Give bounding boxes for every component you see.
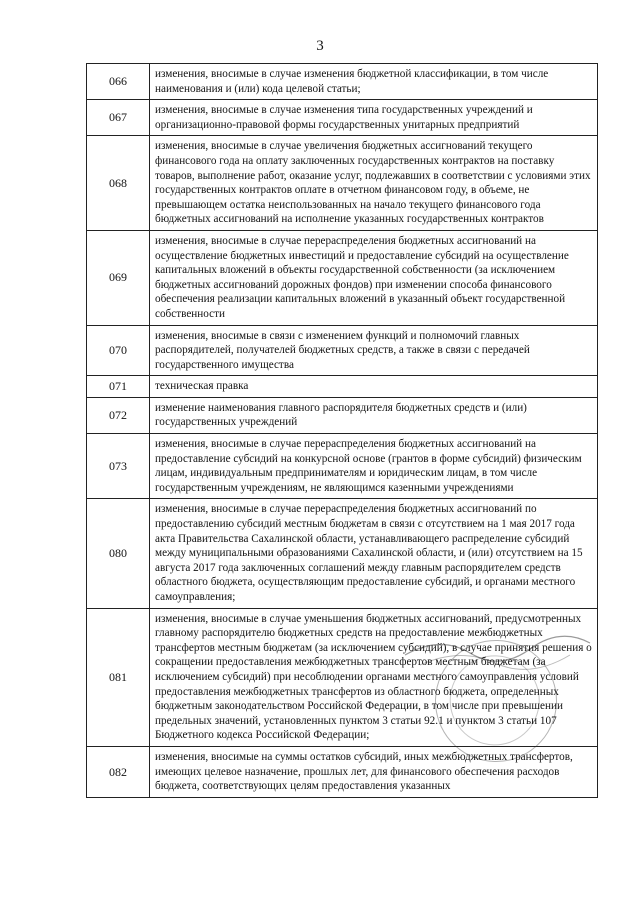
row-code: 070 <box>87 325 150 376</box>
table-row <box>87 230 598 325</box>
codes-table <box>86 63 598 798</box>
row-code: 073 <box>87 434 150 499</box>
table-row <box>87 746 598 797</box>
table-row <box>87 136 598 231</box>
row-code: 067 <box>87 100 150 136</box>
row-code: 072 <box>87 397 150 433</box>
table-row <box>87 608 598 746</box>
row-description: изменения, вносимые в связи с изменением функций и полномочий главных распорядителей, получателей бюджетных средств, а также в связи с передачей государственного имущества <box>150 325 598 376</box>
row-description: изменения, вносимые на суммы остатков субсидий, иных межбюджетных трансфертов, имеющих целевое назначение, прошлых лет, для финансового обеспечения расходов бюджета, соответствующих целям предоставления указанных <box>150 746 598 797</box>
row-code: 081 <box>87 608 150 746</box>
table-row <box>87 434 598 499</box>
row-description: изменения, вносимые в случае уменьшения бюджетных ассигнований, предусмотренных главному распорядителю бюджетных средств на предоставление межбюджетных трансфертов местным бюджетам (за исключением субсидий), в случае принятия решения о сокращении предоставления межбюджетных трансфертов местным бюджетам (за исключением субсидий) при несоблюдении органами местного самоуправления условий предоставления межбюджетных трансфертов из областного бюджета, определенных бюджетным законодательством Российской Федерации, в том числе при превышении предельных значений, установленных пунктом 3 статьи 92.1 и пунктом 3 статьи 107 Бюджетного кодекса Российской Федерации; <box>150 608 598 746</box>
row-description: изменения, вносимые в случае увеличения бюджетных ассигнований текущего финансового года на оплату заключенных государственных контрактов на поставку товаров, выполнение работ, оказание услуг, подлежавших в соответствии с условиями этих государственных контрактов оплате в отчетном финансовом году, в объеме, не превышающем остатка неиспользованных на начало текущего финансового года бюджетных ассигнований на исполнение указанных государственных контрактов <box>150 136 598 231</box>
table-row <box>87 376 598 398</box>
table-row <box>87 325 598 376</box>
row-description: техническая правка <box>150 376 598 398</box>
row-description: изменения, вносимые в случае изменения бюджетной классификации, в том числе наименования и (или) кода целевой статьи; <box>150 64 598 100</box>
row-description: изменения, вносимые в случае перераспределения бюджетных ассигнований на осуществление бюджетных инвестиций и предоставление субсидий на осуществление капитальных вложений в объекты государственной собственности (за исключением бюджетных ассигнований дорожных фондов) при изменении способа финансового обеспечения реализации капитальных вложений в указанный объект государственной собственности <box>150 230 598 325</box>
row-code: 082 <box>87 746 150 797</box>
row-description: изменения, вносимые в случае изменения типа государственных учреждений и организационно-правовой формы государственных унитарных предприятий <box>150 100 598 136</box>
row-code: 071 <box>87 376 150 398</box>
table-row <box>87 499 598 608</box>
table-row <box>87 397 598 433</box>
row-code: 069 <box>87 230 150 325</box>
row-description: изменение наименования главного распорядителя бюджетных средств и (или) государственных учреждений <box>150 397 598 433</box>
row-description: изменения, вносимые в случае перераспределения бюджетных ассигнований по предоставлению субсидий местным бюджетам в связи с отсутствием на 1 мая 2017 года акта Правительства Сахалинской области, устанавливающего распределение субсидий между муниципальными образованиями Сахалинской области, и (или) отсутствием на 15 августа 2017 года заключенных соглашений между главным распорядителем средств областного бюджета, осуществляющим предоставление субсидий, и органами местного самоуправления; <box>150 499 598 608</box>
table-row <box>87 64 598 100</box>
table-row <box>87 100 598 136</box>
row-code: 066 <box>87 64 150 100</box>
page-number: 3 <box>316 38 324 54</box>
row-code: 068 <box>87 136 150 231</box>
row-description: изменения, вносимые в случае перераспределения бюджетных ассигнований на предоставление субсидий на конкурсной основе (грантов в форме субсидий) физическим лицам, индивидуальным предпринимателям и юридическим лицам, в том числе государственным учреждениям, не являющимся казенными учреждениями <box>150 434 598 499</box>
row-code: 080 <box>87 499 150 608</box>
